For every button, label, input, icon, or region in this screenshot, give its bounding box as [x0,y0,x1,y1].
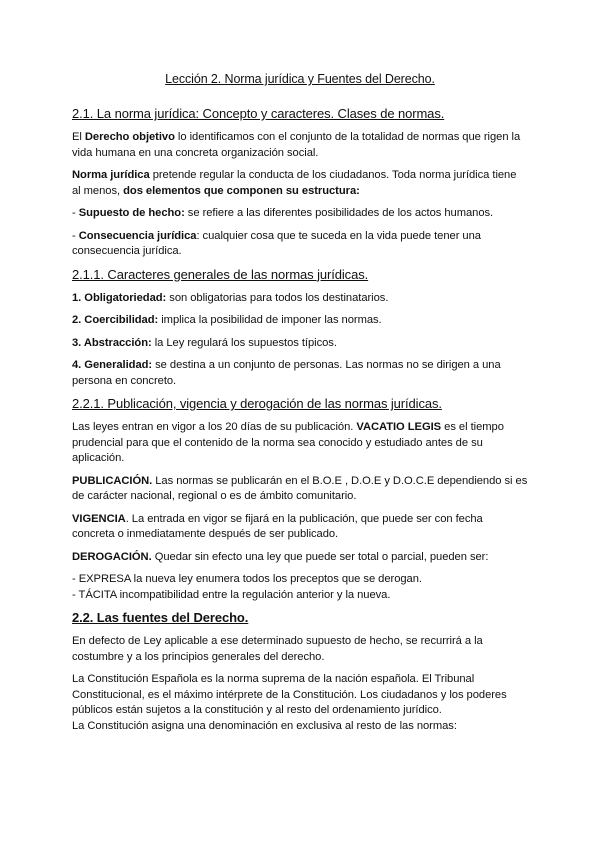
paragraph-vacatio-legis [72,420,528,467]
paragraph-derecho-objetivo [72,130,528,161]
text: - [72,229,79,242]
text: es el tiempo prudencial para que el contenido de la norma sea conocido y estudiado antes de su aplicación. [72,421,504,464]
bold-term: dos elementos que componen su estructura: [123,184,360,197]
bold-term: Norma jurídica [72,169,150,181]
bold-term: PUBLICACIÓN. [72,474,153,487]
list-item-abstraccion [72,336,528,352]
list-item-coercibilidad [72,313,528,329]
text: Las normas se publicarán en el B.O.E , D.O.E y D.O.C.E dependiendo si es de carácter nacional, regional o es de ámbito comunitario. [72,474,528,502]
section-heading-2-2-1: 2.2.1. Publicación, vigencia y derogación de las normas jurídicas. [72,396,442,411]
text: la Ley regulará los supuestos típicos. [151,336,337,349]
bold-term: DEROGACIÓN. [72,550,152,563]
bold-term: 4. Generalidad: [72,359,153,371]
section-heading-2-2: 2.2. Las fuentes del Derecho. [72,610,249,625]
text: Las leyes entran en vigor a los 20 días de su publicación. [72,421,357,433]
bold-term: 2. Coercibilidad: [72,314,159,326]
text: implica la posibilidad de imponer las normas. [158,314,382,326]
list-item-generalidad [72,358,528,389]
bold-term: VIGENCIA [72,512,126,525]
text: - [72,207,79,219]
bold-term: 3. Abstracción: [72,336,152,349]
list-item-tacita: - TÁCITA incompatibilidad entre la regulación anterior y la nueva. [72,588,391,601]
text: se refiere a las diferentes posibilidades de los actos humanos. [184,207,494,219]
paragraph-vigencia [72,512,528,543]
bold-term: VACATIO LEGIS [356,421,442,433]
paragraph-denominacion: La Constitución asigna una denominación en exclusiva al resto de las normas: [72,719,457,732]
paragraph-consecuencia-juridica [72,229,528,260]
list-item-expresa: - EXPRESA la nueva ley enumera todos los preceptos que se derogan. [72,573,422,585]
section-heading-2-1: 2.1. La norma jurídica: Concepto y caracteres. Clases de normas. [72,106,445,121]
text: Quedar sin efecto una ley que puede ser total o parcial, pueden ser: [151,550,489,563]
paragraph-derogacion [72,550,528,566]
paragraph-publicacion [72,474,528,505]
bold-term: Derecho objetivo [84,131,175,143]
section-heading-2-1-1: 2.1.1. Caracteres generales de las normas jurídicas. [72,266,369,282]
text: se destina a un conjunto de personas. Las normas no se dirigen a una persona en concreto. [72,359,501,387]
text: lo identificamos con el conjunto de la totalidad de normas que rigen la vida humana en una concreta organización social. [72,131,521,159]
bold-term: Consecuencia jurídica [78,229,197,242]
paragraph-supuesto-de-hecho [72,206,528,222]
paragraph-defecto-de-ley: En defecto de Ley aplicable a ese determinado supuesto de hecho, se recurrirá a la costumbre y a los principios generales del derecho. [72,635,483,663]
list-item-obligatoriedad [72,291,528,307]
bold-term: Supuesto de hecho: [78,207,185,219]
text: son obligatorias para todos los destinatarios. [166,291,389,304]
text: . La entrada en vigor se fijará en la publicación, que puede ser con fecha concreta o inmediatamente después de ser publicado. [72,512,483,540]
paragraph-norma-juridica [72,168,528,199]
paragraph-constitucion: La Constitución Española es la norma suprema de la nación española. El Tribunal Constitucional, es el máximo intérprete de la Constitución. Los ciudadanos y los poderes públicos están sujetos a la constitución y al resto del ordenamiento jurídico. [72,673,507,716]
document-title: Lección 2. Norma jurídica y Fuentes del Derecho. [165,72,435,86]
text: pretende regular la conducta de los ciudadanos. Toda norma jurídica tiene al menos, [72,169,517,197]
bold-term: 1. Obligatoriedad: [72,291,167,304]
text: : cualquier cosa que te suceda en la vida puede tener una consecuencia jurídica. [72,229,481,257]
text: El [72,131,85,143]
